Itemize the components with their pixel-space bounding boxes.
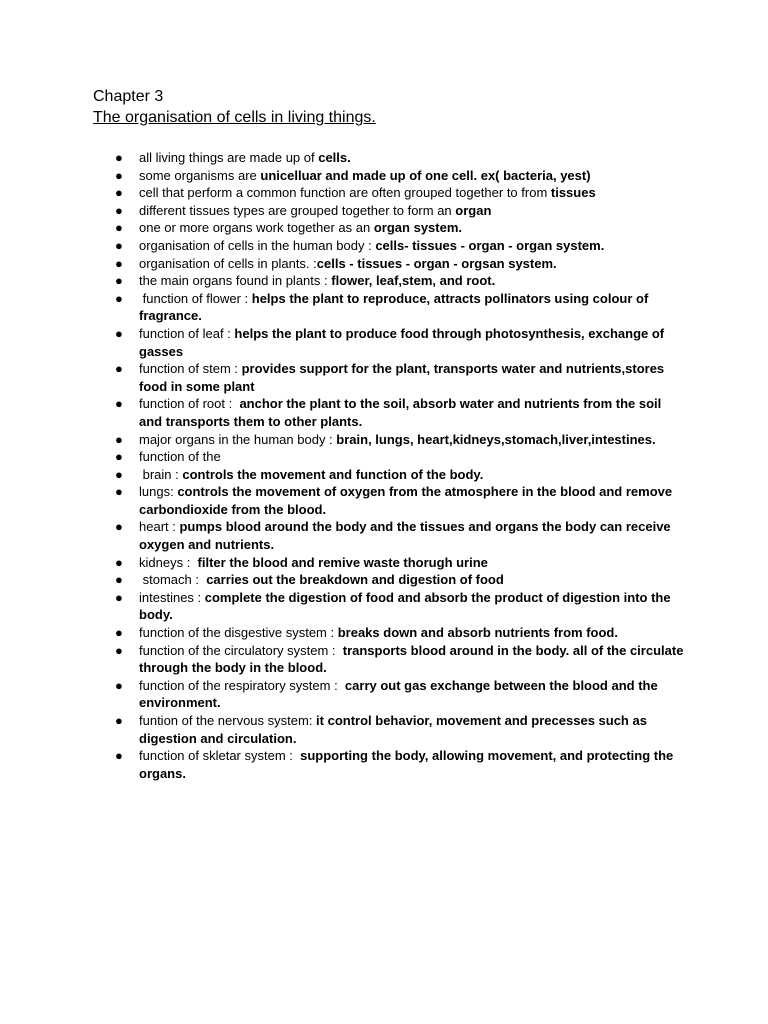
list-item-text bbox=[139, 361, 664, 394]
list-item-text bbox=[139, 168, 591, 183]
list-item bbox=[0, 448, 768, 466]
list-item-text bbox=[139, 238, 604, 253]
list-item bbox=[0, 167, 768, 185]
list-item-text bbox=[139, 748, 673, 781]
list-item bbox=[0, 642, 768, 677]
bullet-icon: ● bbox=[115, 519, 123, 535]
bullet-icon: ● bbox=[115, 748, 123, 764]
list-item bbox=[0, 747, 768, 782]
list-item-label: the main organs found in plants : bbox=[139, 273, 332, 289]
list-item-text bbox=[139, 291, 648, 324]
list-item bbox=[0, 589, 768, 624]
bullet-icon: ● bbox=[115, 677, 123, 693]
list-item-text bbox=[139, 625, 618, 640]
list-item bbox=[0, 237, 768, 255]
list-item-label: function of root : bbox=[139, 396, 240, 412]
bullet-icon: ● bbox=[115, 273, 123, 289]
bullet-icon: ● bbox=[115, 220, 123, 236]
list-item-emphasis: anchor the plant to the soil, absorb water and nutrients from the soil and transports them to other plants. bbox=[139, 396, 662, 429]
bullet-icon: ● bbox=[115, 484, 123, 500]
list-item-label: function of the disgestive system : bbox=[139, 625, 338, 641]
list-item-text bbox=[139, 185, 596, 200]
list-item-emphasis: transports blood around in the body. all of the circulate through the body in the blood. bbox=[139, 642, 684, 676]
list-item-text bbox=[139, 572, 504, 587]
list-item-label: heart : bbox=[139, 519, 180, 535]
list-item-emphasis: brain, lungs, heart,kidneys,stomach,liver,intestines. bbox=[336, 431, 656, 447]
list-item-emphasis: helps the plant to reproduce, attracts pollinators using colour of fragrance. bbox=[139, 290, 649, 324]
list-item-text bbox=[139, 449, 221, 464]
list-item-emphasis: filter the blood and remive waste thorugh urine bbox=[197, 554, 488, 570]
list-item bbox=[0, 571, 768, 589]
list-item-emphasis: cells. bbox=[318, 150, 351, 165]
list-item-label: different tissues types are grouped together to form an bbox=[139, 202, 456, 218]
bullet-icon: ● bbox=[115, 185, 123, 201]
bullet-icon: ● bbox=[115, 466, 123, 482]
list-item-emphasis: provides support for the plant, transports water and nutrients,stores food in some plant bbox=[139, 361, 665, 394]
list-item-label: function of flower : bbox=[139, 290, 252, 306]
list-item-emphasis: unicelluar and made up of one cell. ex( bacteria, yest) bbox=[260, 167, 591, 183]
bullet-icon: ● bbox=[115, 290, 123, 306]
list-item-label: some organisms are bbox=[139, 167, 261, 183]
bullet-icon: ● bbox=[115, 361, 123, 377]
page-title: The organisation of cells in living things. bbox=[93, 109, 376, 126]
list-item-text bbox=[139, 150, 351, 165]
bullet-icon: ● bbox=[115, 202, 123, 218]
list-item-label: cell that perform a common function are often grouped together to from bbox=[139, 185, 551, 201]
list-item-emphasis: supporting the body, allowing movement, and protecting the organs. bbox=[139, 748, 674, 781]
list-item-text bbox=[139, 467, 483, 482]
list-item-emphasis: cells- tissues - organ - organ system. bbox=[375, 237, 605, 253]
list-item-label: kidneys : bbox=[139, 554, 198, 570]
list-item-text bbox=[139, 555, 488, 570]
bullet-icon: ● bbox=[115, 396, 123, 412]
list-item-label: funtion of the nervous system: bbox=[139, 713, 317, 728]
bullet-icon: ● bbox=[115, 255, 123, 271]
list-item bbox=[0, 202, 768, 220]
chapter-heading: Chapter 3 bbox=[93, 88, 164, 105]
list-item-emphasis: pumps blood around the body and the tissues and organs the body can receive oxygen and nutrients. bbox=[139, 519, 671, 553]
list-item-label: function of stem : bbox=[139, 361, 242, 377]
bullet-icon: ● bbox=[115, 167, 123, 183]
list-item bbox=[0, 184, 768, 202]
bullet-icon: ● bbox=[115, 625, 123, 641]
list-item-text bbox=[139, 590, 671, 623]
bullet-icon: ● bbox=[115, 150, 123, 165]
list-item bbox=[0, 325, 768, 360]
bullet-icon: ● bbox=[115, 431, 123, 447]
bullet-icon: ● bbox=[115, 237, 123, 253]
list-item-emphasis: breaks down and absorb nutrients from food. bbox=[337, 625, 618, 641]
list-item-text bbox=[139, 396, 661, 429]
list-item bbox=[0, 395, 768, 430]
list-item-label: major organs in the human body : bbox=[139, 431, 337, 447]
bullet-icon: ● bbox=[115, 572, 123, 588]
list-item-label: all living things are made up of bbox=[139, 150, 319, 165]
list-item-emphasis: it control behavior, movement and precesses such as digestion and circulation. bbox=[139, 713, 647, 746]
list-item bbox=[0, 149, 768, 167]
list-item-text bbox=[139, 643, 683, 676]
list-item-label: intestines : bbox=[139, 589, 205, 605]
list-item-emphasis: organ bbox=[455, 202, 492, 218]
list-item-emphasis: cells - tissues - organ - orgsan system. bbox=[316, 255, 557, 271]
list-item-text bbox=[139, 519, 671, 552]
list-item bbox=[0, 466, 768, 484]
list-item-emphasis: complete the digestion of food and absorb the product of digestion into the body. bbox=[139, 589, 671, 623]
list-item-label: function of the circulatory system : bbox=[139, 642, 343, 658]
list-item-label: brain : bbox=[139, 466, 183, 482]
bullet-icon: ● bbox=[115, 713, 123, 728]
list-item bbox=[0, 518, 768, 553]
list-item-text bbox=[139, 256, 557, 271]
list-item-text bbox=[139, 713, 647, 746]
list-item-label: function of the bbox=[139, 449, 221, 465]
list-item bbox=[0, 290, 768, 325]
list-item bbox=[0, 483, 768, 518]
bullet-icon: ● bbox=[115, 449, 123, 465]
list-item-label: stomach : bbox=[139, 572, 207, 588]
list-item-label: organisation of cells in the human body : bbox=[139, 237, 376, 253]
list-item bbox=[0, 554, 768, 572]
list-item bbox=[0, 677, 768, 712]
list-item bbox=[0, 219, 768, 237]
list-item-emphasis: carries out the breakdown and digestion of food bbox=[206, 572, 504, 588]
bullet-icon: ● bbox=[115, 642, 123, 658]
list-item bbox=[0, 360, 768, 395]
list-item bbox=[0, 255, 768, 273]
list-item-emphasis: tissues bbox=[550, 185, 596, 201]
list-item-label: organisation of cells in plants. : bbox=[139, 255, 317, 271]
list-item-emphasis: carry out gas exchange between the blood and the environment. bbox=[139, 677, 658, 711]
bullet-icon: ● bbox=[115, 325, 123, 341]
list-item-label: function of skletar system : bbox=[139, 748, 301, 764]
list-item-emphasis: helps the plant to produce food through photosynthesis, exchange of gasses bbox=[139, 325, 665, 359]
bullet-icon: ● bbox=[115, 589, 123, 605]
list-item-text bbox=[139, 432, 656, 447]
list-item-text bbox=[139, 678, 658, 711]
list-item-emphasis: flower, leaf,stem, and root. bbox=[331, 273, 496, 289]
list-item-emphasis: controls the movement of oxygen from the atmosphere in the blood and remove carbondioxide from the blood. bbox=[139, 484, 673, 517]
list-item-text bbox=[139, 484, 672, 517]
bullet-icon: ● bbox=[115, 554, 123, 570]
bullet-list bbox=[0, 149, 768, 782]
list-item-label: function of the respiratory system : bbox=[139, 677, 345, 693]
list-item-label: one or more organs work together as an bbox=[139, 220, 374, 236]
list-item bbox=[0, 431, 768, 449]
list-item-emphasis: organ system. bbox=[373, 220, 463, 236]
list-item bbox=[0, 272, 768, 290]
list-item-text bbox=[139, 326, 664, 359]
list-item-text bbox=[139, 273, 495, 288]
list-item-text bbox=[139, 203, 491, 218]
list-item bbox=[0, 712, 768, 747]
list-item-label: lungs: bbox=[139, 484, 178, 500]
list-item-emphasis: controls the movement and function of the body. bbox=[182, 466, 484, 482]
list-item bbox=[0, 624, 768, 642]
list-item-text bbox=[139, 220, 462, 235]
list-item-label: function of leaf : bbox=[139, 325, 235, 341]
